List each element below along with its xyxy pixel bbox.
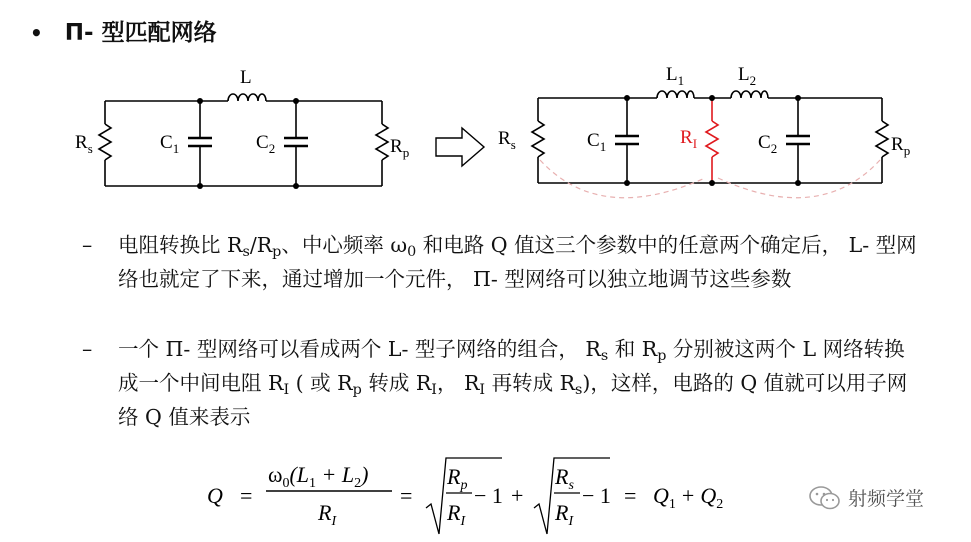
svg-text:RI: $R_I$	[555, 500, 574, 529]
svg-text:RI: $R_I$	[447, 500, 466, 529]
dash-marker: –	[82, 337, 93, 361]
label-Rp: $R_p$	[390, 136, 410, 160]
label-C1-right: $C_1$	[587, 130, 607, 154]
ri-equivalence-arcs	[540, 160, 880, 198]
paragraph-2: 一个 Π- 型网络可以看成两个 L- 型子网络的组合， $R_s$ 和 $R_p$ 分别被这两个 L 网络转换成一个中间电阻 $R_I$ ( 或 $R_p$ 转成 $R_I$， $R_I$ 再转成 $R_s$)，这样，电路的 Q 值就可以用子网络 Q 值来表示	[118, 337, 908, 429]
bullet-icon: •	[30, 21, 43, 45]
label-Rs-right: $R_s$	[498, 128, 516, 152]
watermark	[808, 484, 924, 511]
svg-text:Q1+Q2: $Q_1 + Q_2$	[653, 483, 724, 512]
label-Rp-right: $R_p$	[891, 134, 911, 158]
svg-text:RI: $R_I$	[318, 500, 337, 529]
svg-text:Rs: $R_s$	[555, 464, 574, 493]
svg-text:=: =	[240, 483, 253, 508]
dash-marker: –	[82, 233, 93, 257]
paragraph-1: 电阻转换比 $R_s/R_p$、中心频率 $\omega_0$ 和电路 Q 值这三个参数中的任意两个确定后， L- 型网络也就定了下来，通过增加一个元件， Π- 型网络可以独立地调节这些参数	[118, 233, 917, 291]
label-L2: $L_2$	[738, 64, 757, 88]
svg-text:Rp: $R_p$	[447, 464, 468, 493]
svg-text:− 1: − 1	[474, 483, 503, 508]
label-L1: $L_1$	[666, 64, 685, 88]
label-Rs: $R_s$	[75, 132, 93, 156]
circuit-diagram	[0, 0, 971, 215]
svg-text:ω0(L1 + L2): $\omega_0(L_1 + L_2)$	[268, 462, 369, 491]
svg-text:=: =	[624, 483, 637, 508]
title-text: Π- 型匹配网络	[64, 20, 217, 46]
rp-resistor	[376, 124, 388, 160]
transform-arrow-icon	[436, 128, 484, 166]
left-pi-network	[99, 94, 388, 186]
l-inductor	[228, 94, 266, 101]
right-pi-network	[532, 91, 888, 183]
label-RI: $R_I$	[680, 127, 698, 151]
ri-resistor	[706, 98, 718, 183]
label-C2: $C_2$	[256, 132, 276, 156]
svg-text:=: =	[400, 483, 413, 508]
label-C2-right: $C_2$	[758, 132, 778, 156]
svg-text:+: +	[511, 483, 524, 508]
label-L: L	[240, 67, 252, 88]
wechat-icon	[808, 485, 842, 511]
svg-text:− 1: − 1	[582, 483, 611, 508]
left-nodes	[197, 98, 299, 189]
label-C1: $C_1$	[160, 132, 180, 156]
rs-resistor	[99, 124, 111, 160]
watermark-text: 射频学堂	[848, 488, 925, 510]
svg-text:Q: Q	[207, 483, 223, 508]
